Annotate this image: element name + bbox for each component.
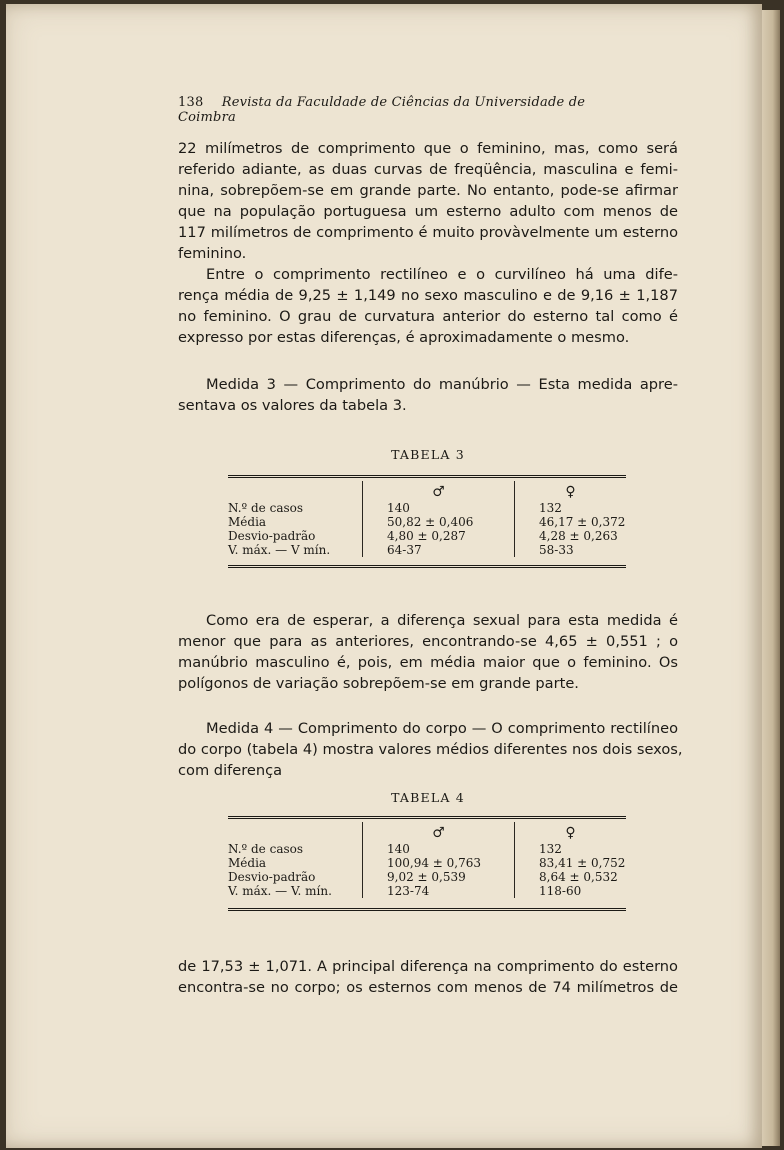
row-label: Desvio-padrão bbox=[228, 870, 316, 884]
page-edge bbox=[762, 10, 780, 1146]
running-header bbox=[178, 95, 638, 125]
paragraph-1 bbox=[178, 138, 678, 264]
text-line: que na população portuguesa um esterno adulto com menos de bbox=[178, 203, 678, 220]
female-value: 58-33 bbox=[514, 543, 626, 557]
text-line: expresso por estas diferenças, é aproximadamente o mesmo. bbox=[178, 329, 630, 346]
male-value: 9,02 ± 0,539 bbox=[362, 870, 514, 884]
text-line: Medida 4 — Comprimento do corpo — O comprimento rectilíneo bbox=[206, 720, 678, 737]
text-line: de 17,53 ± 1,071. A principal diferença na comprimento do esterno bbox=[178, 958, 678, 975]
text-line: do corpo (tabela 4) mostra valores médios diferentes nos dois sexos, bbox=[178, 741, 683, 758]
row-label: N.º de casos bbox=[228, 842, 304, 856]
text-line: Entre o comprimento rectilíneo e o curvilíneo há uma dife- bbox=[206, 266, 678, 283]
male-value: 64-37 bbox=[362, 543, 514, 557]
row-label: Desvio-padrão bbox=[228, 529, 316, 543]
male-value: 4,80 ± 0,287 bbox=[362, 529, 514, 543]
text-line: sentava os valores da tabela 3. bbox=[178, 397, 407, 414]
table-4-caption: TABELA 4 bbox=[391, 790, 465, 805]
female-value: 132 bbox=[514, 842, 626, 856]
row-label: V. máx. — V. mín. bbox=[228, 884, 332, 898]
paragraph-4 bbox=[178, 610, 678, 694]
male-value: 100,94 ± 0,763 bbox=[362, 856, 514, 870]
paragraph-3 bbox=[178, 374, 678, 416]
text-line: rença média de 9,25 ± 1,149 no sexo masculino e de 9,16 ± 1,187 bbox=[178, 287, 678, 304]
table-3-caption: TABELA 3 bbox=[391, 447, 465, 462]
row-label: V. máx. — V mín. bbox=[228, 543, 331, 557]
text-line: com diferença bbox=[178, 762, 283, 779]
page-number: 138 bbox=[178, 95, 204, 110]
paragraph-6 bbox=[178, 956, 678, 998]
text-line: manúbrio masculino é, pois, em média maior que o feminino. Os bbox=[178, 654, 678, 671]
female-value: 83,41 ± 0,752 bbox=[514, 856, 626, 870]
male-value: 50,82 ± 0,406 bbox=[362, 515, 514, 529]
text-line: encontra-se no corpo; os esternos com menos de 74 milímetros de bbox=[178, 979, 678, 996]
row-label: Média bbox=[228, 515, 267, 529]
table-rule bbox=[228, 908, 626, 914]
text-line: Como era de esperar, a diferença sexual para esta medida é bbox=[206, 612, 678, 629]
female-value: 132 bbox=[514, 501, 626, 515]
text-line: no feminino. O grau de curvatura anterior do esterno tal como é bbox=[178, 308, 678, 325]
text-line: polígonos de variação sobrepõem-se em grande parte. bbox=[178, 675, 579, 692]
text-line: 117 milímetros de comprimento é muito provàvelmente um esterno bbox=[178, 224, 678, 241]
male-value: 123-74 bbox=[362, 884, 514, 898]
female-value: 8,64 ± 0,532 bbox=[514, 870, 626, 884]
male-symbol: ♂ bbox=[362, 481, 514, 501]
text-line: referido adiante, as duas curvas de freqüência, masculina e femi- bbox=[178, 161, 678, 178]
female-value: 4,28 ± 0,263 bbox=[514, 529, 626, 543]
paragraph-2 bbox=[178, 264, 678, 348]
journal-title: Revista da Faculdade de Ciências da Universidade de Coimbra bbox=[178, 95, 586, 125]
text-line: nina, sobrepõem-se em grande parte. No entanto, pode-se afirmar bbox=[178, 182, 678, 199]
row-label: Média bbox=[228, 856, 267, 870]
row-label: N.º de casos bbox=[228, 501, 304, 515]
text-line: feminino. bbox=[178, 245, 247, 262]
text-line: Medida 3 — Comprimento do manúbrio — Esta medida apre- bbox=[206, 376, 678, 393]
text-line: menor que para as anteriores, encontrando-se 4,65 ± 0,551 ; o bbox=[178, 633, 678, 650]
female-value: 118-60 bbox=[514, 884, 626, 898]
table-rule bbox=[228, 565, 626, 571]
male-value: 140 bbox=[362, 501, 514, 515]
table-3 bbox=[228, 475, 626, 571]
male-symbol: ♂ bbox=[362, 822, 514, 842]
female-value: 46,17 ± 0,372 bbox=[514, 515, 626, 529]
table-4 bbox=[228, 816, 626, 914]
female-symbol: ♀ bbox=[514, 481, 626, 501]
paragraph-5 bbox=[178, 718, 683, 781]
male-value: 140 bbox=[362, 842, 514, 856]
text-line: 22 milímetros de comprimento que o feminino, mas, como será bbox=[178, 140, 678, 157]
female-symbol: ♀ bbox=[514, 822, 626, 842]
